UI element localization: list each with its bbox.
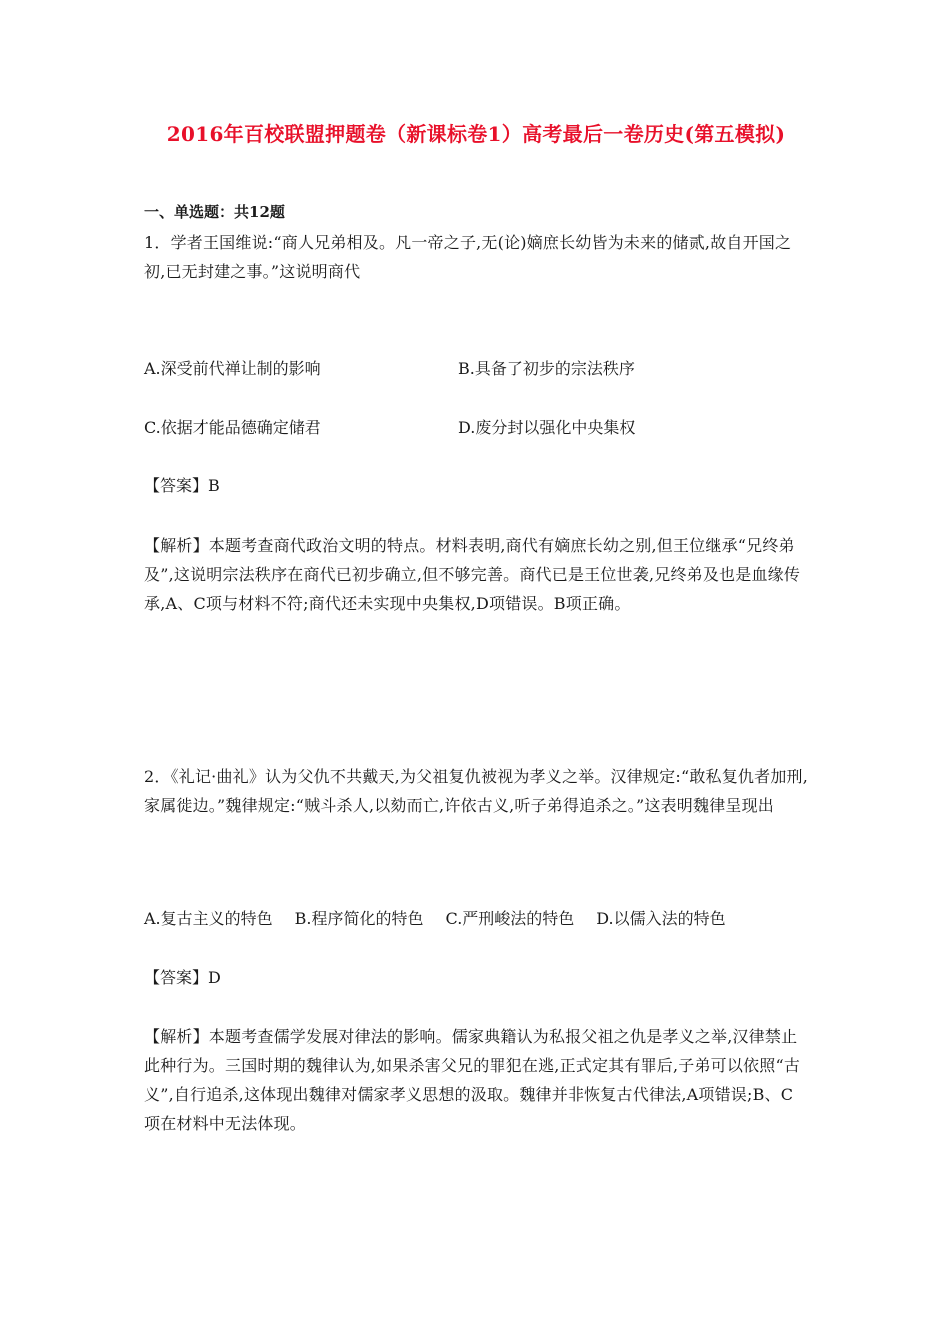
question-1-option-b: B.具备了初步的宗法秩序 [458, 359, 635, 378]
question-2-option-d: D.以儒入法的特色 [596, 909, 726, 928]
question-1-analysis: 【解析】本题考查商代政治文明的特点。材料表明,商代有嫡庶长幼之别,但王位继承“兄终弟及”,这说明宗法秩序在商代已初步确立,但不够完善。商代已是王位世袭,兄终弟及也是血缘传承,A、C项与材料不符;商代还未实现中央集权,D项错误。B项正确。 [144, 536, 801, 613]
question-1-answer: 【答案】B [144, 476, 220, 495]
question-1-option-d: D.废分封以强化中央集权 [458, 418, 636, 437]
question-1-stem: 1．学者王国维说:“商人兄弟相及。凡一帝之子,无(论)嫡庶长幼皆为未来的储贰,故自开国之初,已无封建之事。”这说明商代 [144, 233, 792, 281]
question-2-answer: 【答案】D [144, 968, 221, 987]
question-2-option-c: C.严刑峻法的特色 [445, 909, 575, 928]
question-1-option-a: A.深受前代禅让制的影响 [144, 359, 321, 378]
question-1-option-c: C.依据才能品德确定储君 [144, 418, 321, 437]
question-2-options [144, 907, 808, 931]
question-2-option-b: B.程序简化的特色 [294, 909, 424, 928]
section-heading: 一、单选题：共12题 [144, 203, 285, 221]
document-title: 2016年百校联盟押题卷（新课标卷1）高考最后一卷历史(第五模拟) [166, 122, 786, 146]
question-2-stem: 2．《礼记·曲礼》认为父仇不共戴天,为父祖复仇被视为孝义之举。汉律规定:“敢私复仇者加刑,家属徙边。”魏律规定:“贼斗杀人,以劾而亡,许依古义,听子弟得追杀之。”这表明魏律呈现出 [144, 767, 809, 815]
question-2-option-a: A.复古主义的特色 [144, 909, 273, 928]
question-2-analysis: 【解析】本题考查儒学发展对律法的影响。儒家典籍认为私报父祖之仇是孝义之举,汉律禁止此种行为。三国时期的魏律认为,如果杀害父兄的罪犯在逃,正式定其有罪后,子弟可以依照“古义”,自行追杀,这体现出魏律对儒家孝义思想的汲取。魏律并非恢复古代律法,A项错误;B、C项在材料中无法体现。 [144, 1027, 801, 1133]
